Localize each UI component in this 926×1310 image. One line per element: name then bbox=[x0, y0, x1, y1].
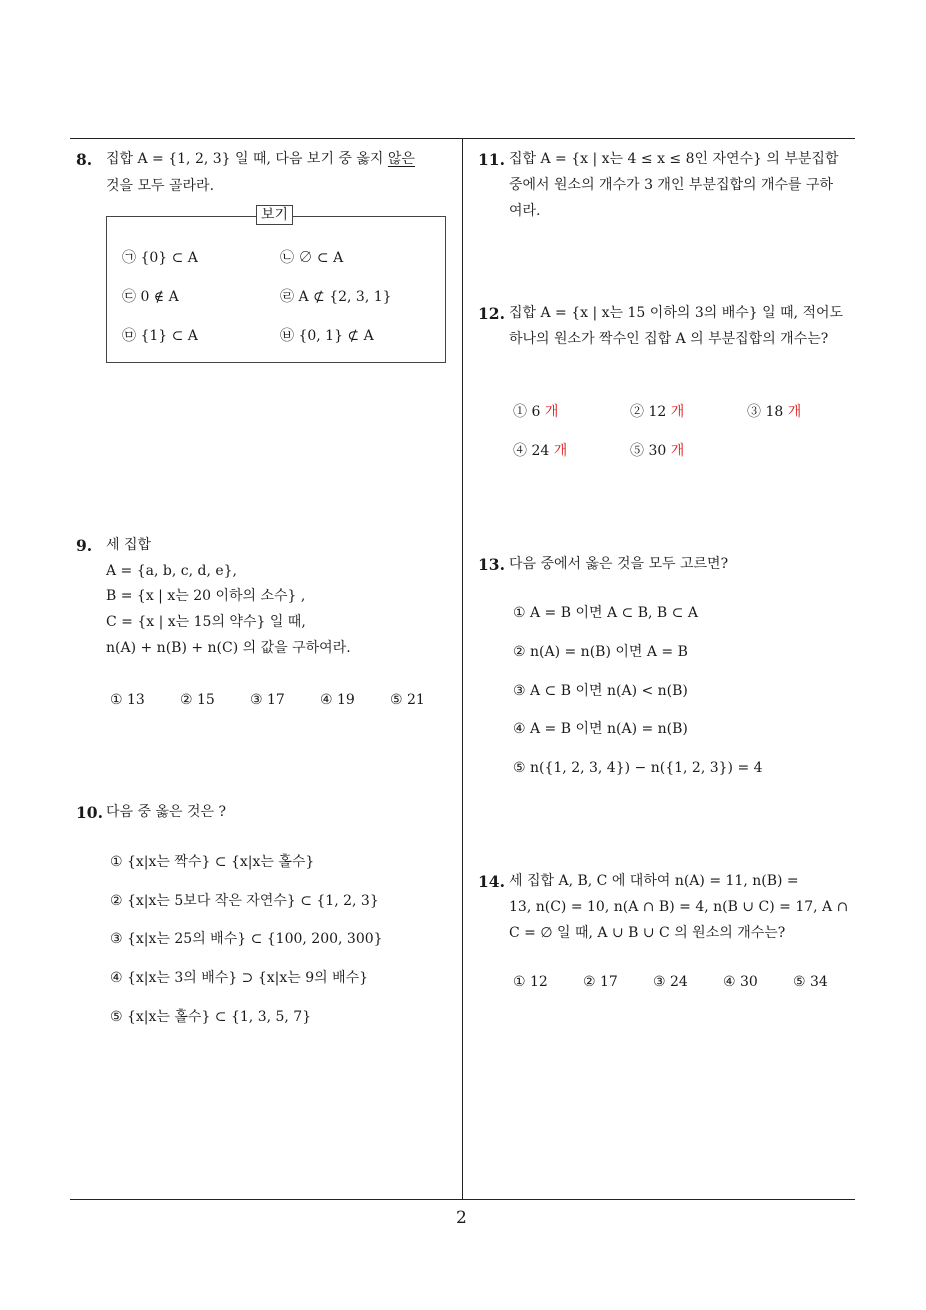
answer-choice[interactable]: ④ {x|x는 3의 배수} ⊃ {x|x는 9의 배수} bbox=[110, 970, 369, 986]
question-stem-line: n(A) + n(B) + n(C) 의 값을 구하여라. bbox=[106, 640, 351, 656]
answer-choice[interactable]: ⑤ 21 bbox=[390, 692, 425, 708]
unit-label: 개 bbox=[670, 443, 685, 459]
question-stem-line: 다음 중에서 옳은 것을 모두 고르면? bbox=[509, 556, 729, 572]
question-number: 9. bbox=[76, 536, 93, 555]
answer-choice[interactable]: ② 15 bbox=[180, 692, 215, 708]
question-number: 10. bbox=[76, 803, 103, 822]
question-stem-line: 하나의 원소가 짝수인 집합 A 의 부분집합의 개수는? bbox=[509, 331, 829, 347]
column-divider bbox=[462, 138, 463, 1200]
unit-label: 개 bbox=[553, 443, 568, 459]
question-stem-line: C = ∅ 일 때, A ∪ B ∪ C 의 원소의 개수는? bbox=[509, 925, 786, 941]
answer-choice[interactable]: ② 17 bbox=[583, 974, 618, 990]
answer-choice[interactable]: ① 13 bbox=[110, 692, 145, 708]
question-stem-line: 집합 A = {x | x는 15 이하의 3의 배수} 일 때, 적어도 bbox=[509, 305, 844, 321]
question-number: 11. bbox=[478, 150, 505, 169]
unit-label: 개 bbox=[544, 404, 559, 420]
question-stem-line: 세 집합 bbox=[106, 537, 152, 553]
answer-choice[interactable]: ④ 30 bbox=[723, 974, 758, 990]
answer-choice[interactable]: ① 12 bbox=[513, 974, 548, 990]
question-stem-line: 세 집합 A, B, C 에 대하여 n(A) = 11, n(B) = bbox=[509, 873, 799, 889]
answer-choice[interactable]: ② 12 개 bbox=[630, 404, 685, 420]
answer-choice[interactable]: ② n(A) = n(B) 이면 A = B bbox=[513, 644, 688, 660]
answer-choice[interactable]: ⑤ n({1, 2, 3, 4}) − n({1, 2, 3}) = 4 bbox=[513, 760, 763, 776]
question-stem-line: 13, n(C) = 10, n(A ∩ B) = 4, n(B ∪ C) = 17, A ∩ bbox=[509, 899, 849, 915]
question-number: 8. bbox=[76, 150, 93, 169]
answer-choice[interactable]: ③ 24 bbox=[653, 974, 688, 990]
answer-choice[interactable]: ② {x|x는 5보다 작은 자연수} ⊂ {1, 2, 3} bbox=[110, 893, 379, 909]
answer-choice[interactable]: ④ 24 개 bbox=[513, 443, 568, 459]
answer-choice[interactable]: ③ {x|x는 25의 배수} ⊂ {100, 200, 300} bbox=[110, 931, 383, 947]
example-item: ㉡ ∅ ⊂ A bbox=[280, 250, 344, 266]
example-box-label: 보기 bbox=[256, 205, 293, 225]
question-number: 12. bbox=[478, 304, 505, 323]
answer-choice[interactable]: ① {x|x는 짝수} ⊂ {x|x는 홀수} bbox=[110, 854, 315, 870]
question-stem-line: A = {a, b, c, d, e}, bbox=[106, 563, 238, 579]
question-stem-line: 여라. bbox=[509, 203, 541, 219]
example-item: ㉤ {1} ⊂ A bbox=[122, 328, 198, 344]
example-item: ㉥ {0, 1} ⊄ A bbox=[280, 328, 374, 344]
question-stem-line: 중에서 원소의 개수가 3 개인 부분집합의 개수를 구하 bbox=[509, 177, 834, 193]
answer-choice[interactable]: ① 6 개 bbox=[513, 404, 559, 420]
question-number: 14. bbox=[478, 872, 505, 891]
example-item: ㉢ 0 ∉ A bbox=[122, 289, 179, 305]
question-stem-line: 집합 A = {1, 2, 3} 일 때, 다음 보기 중 옳지 않은 bbox=[106, 151, 415, 167]
answer-choice[interactable]: ⑤ {x|x는 홀수} ⊂ {1, 3, 5, 7} bbox=[110, 1009, 312, 1025]
answer-choice[interactable]: ③ 18 개 bbox=[747, 404, 802, 420]
question-number: 13. bbox=[478, 555, 505, 574]
question-stem-line: B = {x | x는 20 이하의 소수} , bbox=[106, 588, 306, 604]
answer-choice[interactable]: ⑤ 30 개 bbox=[630, 443, 685, 459]
answer-choice[interactable]: ⑤ 34 bbox=[793, 974, 828, 990]
answer-choice[interactable]: ④ A = B 이면 n(A) = n(B) bbox=[513, 721, 688, 737]
answer-choice[interactable]: ③ 17 bbox=[250, 692, 285, 708]
question-stem-line: 다음 중 옳은 것은 ? bbox=[106, 804, 226, 820]
question-stem-line: C = {x | x는 15의 약수} 일 때, bbox=[106, 614, 306, 630]
unit-label: 개 bbox=[787, 404, 802, 420]
page-number: 2 bbox=[456, 1208, 467, 1228]
example-item: ㉠ {0} ⊂ A bbox=[122, 250, 198, 266]
bottom-rule bbox=[70, 1199, 855, 1200]
answer-choice[interactable]: ③ A ⊂ B 이면 n(A) < n(B) bbox=[513, 683, 688, 699]
emphasis-underline: 않은 bbox=[387, 151, 415, 167]
unit-label: 개 bbox=[670, 404, 685, 420]
question-stem-line: 것을 모두 골라라. bbox=[106, 178, 215, 194]
answer-choice[interactable]: ① A = B 이면 A ⊂ B, B ⊂ A bbox=[513, 605, 698, 621]
answer-choice[interactable]: ④ 19 bbox=[320, 692, 355, 708]
example-item: ㉣ A ⊄ {2, 3, 1} bbox=[280, 289, 392, 305]
question-stem-line: 집합 A = {x | x는 4 ≤ x ≤ 8인 자연수} 의 부분집합 bbox=[509, 151, 839, 167]
